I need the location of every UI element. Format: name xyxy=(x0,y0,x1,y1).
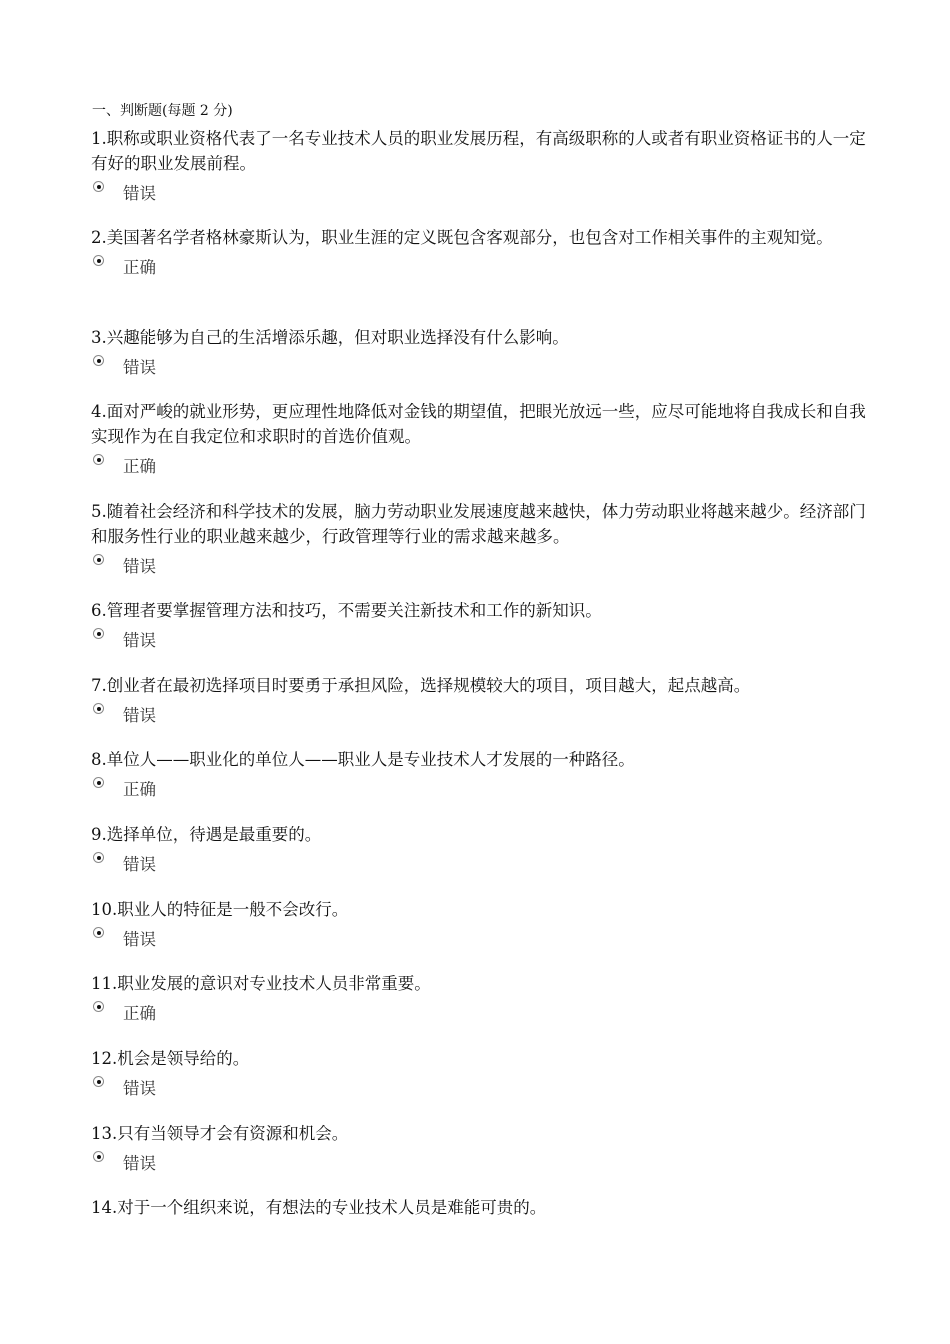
question-1 xyxy=(91,126,866,209)
answer-label: 错误 xyxy=(123,855,156,874)
question-text: 13.只有当领导才会有资源和机会。 xyxy=(91,1124,349,1143)
answer-option[interactable] xyxy=(91,775,866,805)
question-5 xyxy=(91,499,866,582)
question-text: 5.随着社会经济和科学技术的发展，脑力劳动职业发展速度越来越快，体力劳动职业将越来越少。经济部门和服务性行业的职业越来越少，行政管理等行业的需求越来越多。 xyxy=(91,502,866,546)
radio-selected-icon[interactable] xyxy=(93,181,104,192)
question-9 xyxy=(91,822,866,880)
question-7 xyxy=(91,673,866,731)
question-10 xyxy=(91,897,866,955)
answer-option[interactable] xyxy=(91,552,866,582)
answer-label: 错误 xyxy=(123,1079,156,1098)
answer-label: 错误 xyxy=(123,557,156,576)
answer-label: 错误 xyxy=(123,706,156,725)
radio-selected-icon[interactable] xyxy=(93,255,104,266)
question-text: 1.职称或职业资格代表了一名专业技术人员的职业发展历程，有高级职称的人或者有职业资格证书的人一定有好的职业发展前程。 xyxy=(91,129,866,173)
section-title: 一、判断题(每题 2 分) xyxy=(92,103,233,119)
answer-label: 错误 xyxy=(123,358,156,377)
question-13 xyxy=(91,1121,866,1179)
question-14 xyxy=(91,1195,866,1220)
radio-selected-icon[interactable] xyxy=(93,927,104,938)
answer-label: 正确 xyxy=(123,780,156,799)
answer-label: 错误 xyxy=(123,1154,156,1173)
radio-selected-icon[interactable] xyxy=(93,852,104,863)
question-text: 11.职业发展的意识对专业技术人员非常重要。 xyxy=(91,974,431,993)
radio-selected-icon[interactable] xyxy=(93,554,104,565)
radio-selected-icon[interactable] xyxy=(93,1076,104,1087)
answer-label: 错误 xyxy=(123,184,156,203)
answer-option[interactable] xyxy=(91,1074,866,1104)
question-text: 6.管理者要掌握管理方法和技巧，不需要关注新技术和工作的新知识。 xyxy=(91,601,602,620)
answer-label: 错误 xyxy=(123,930,156,949)
question-text: 9.选择单位，待遇是最重要的。 xyxy=(91,825,322,844)
answer-option[interactable] xyxy=(91,999,866,1029)
answer-option[interactable] xyxy=(91,1149,866,1179)
question-text: 14.对于一个组织来说，有想法的专业技术人员是难能可贵的。 xyxy=(91,1198,547,1217)
question-2 xyxy=(91,225,866,283)
radio-selected-icon[interactable] xyxy=(93,777,104,788)
answer-option[interactable] xyxy=(91,701,866,731)
answer-option[interactable] xyxy=(91,626,866,656)
radio-selected-icon[interactable] xyxy=(93,628,104,639)
answer-label: 正确 xyxy=(123,258,156,277)
answer-option[interactable] xyxy=(91,253,866,283)
question-3 xyxy=(91,325,866,383)
answer-label: 正确 xyxy=(123,1004,156,1023)
question-text: 12.机会是领导给的。 xyxy=(91,1049,250,1068)
question-11 xyxy=(91,971,866,1029)
question-text: 8.单位人——职业化的单位人——职业人是专业技术人才发展的一种路径。 xyxy=(91,750,635,769)
question-6 xyxy=(91,598,866,656)
question-text: 3.兴趣能够为自己的生活增添乐趣，但对职业选择没有什么影响。 xyxy=(91,328,569,347)
answer-label: 错误 xyxy=(123,631,156,650)
question-text: 7.创业者在最初选择项目时要勇于承担风险，选择规模较大的项目，项目越大，起点越高。 xyxy=(91,676,751,695)
radio-selected-icon[interactable] xyxy=(93,1001,104,1012)
answer-option[interactable] xyxy=(91,925,866,955)
question-4 xyxy=(91,399,866,482)
question-text: 2.美国著名学者格林豪斯认为，职业生涯的定义既包含客观部分，也包含对工作相关事件的主观知觉。 xyxy=(91,228,833,247)
radio-selected-icon[interactable] xyxy=(93,454,104,465)
question-text: 10.职业人的特征是一般不会改行。 xyxy=(91,900,349,919)
radio-selected-icon[interactable] xyxy=(93,355,104,366)
answer-option[interactable] xyxy=(91,850,866,880)
answer-option[interactable] xyxy=(91,353,866,383)
question-12 xyxy=(91,1046,866,1104)
answer-option[interactable] xyxy=(91,452,866,482)
question-text: 4.面对严峻的就业形势，更应理性地降低对金钱的期望值，把眼光放远一些，应尽可能地将自我成长和自我实现作为在自我定位和求职时的首选价值观。 xyxy=(91,402,866,446)
answer-label: 正确 xyxy=(123,457,156,476)
question-8 xyxy=(91,747,866,805)
radio-selected-icon[interactable] xyxy=(93,1151,104,1162)
radio-selected-icon[interactable] xyxy=(93,703,104,714)
answer-option[interactable] xyxy=(91,179,866,209)
